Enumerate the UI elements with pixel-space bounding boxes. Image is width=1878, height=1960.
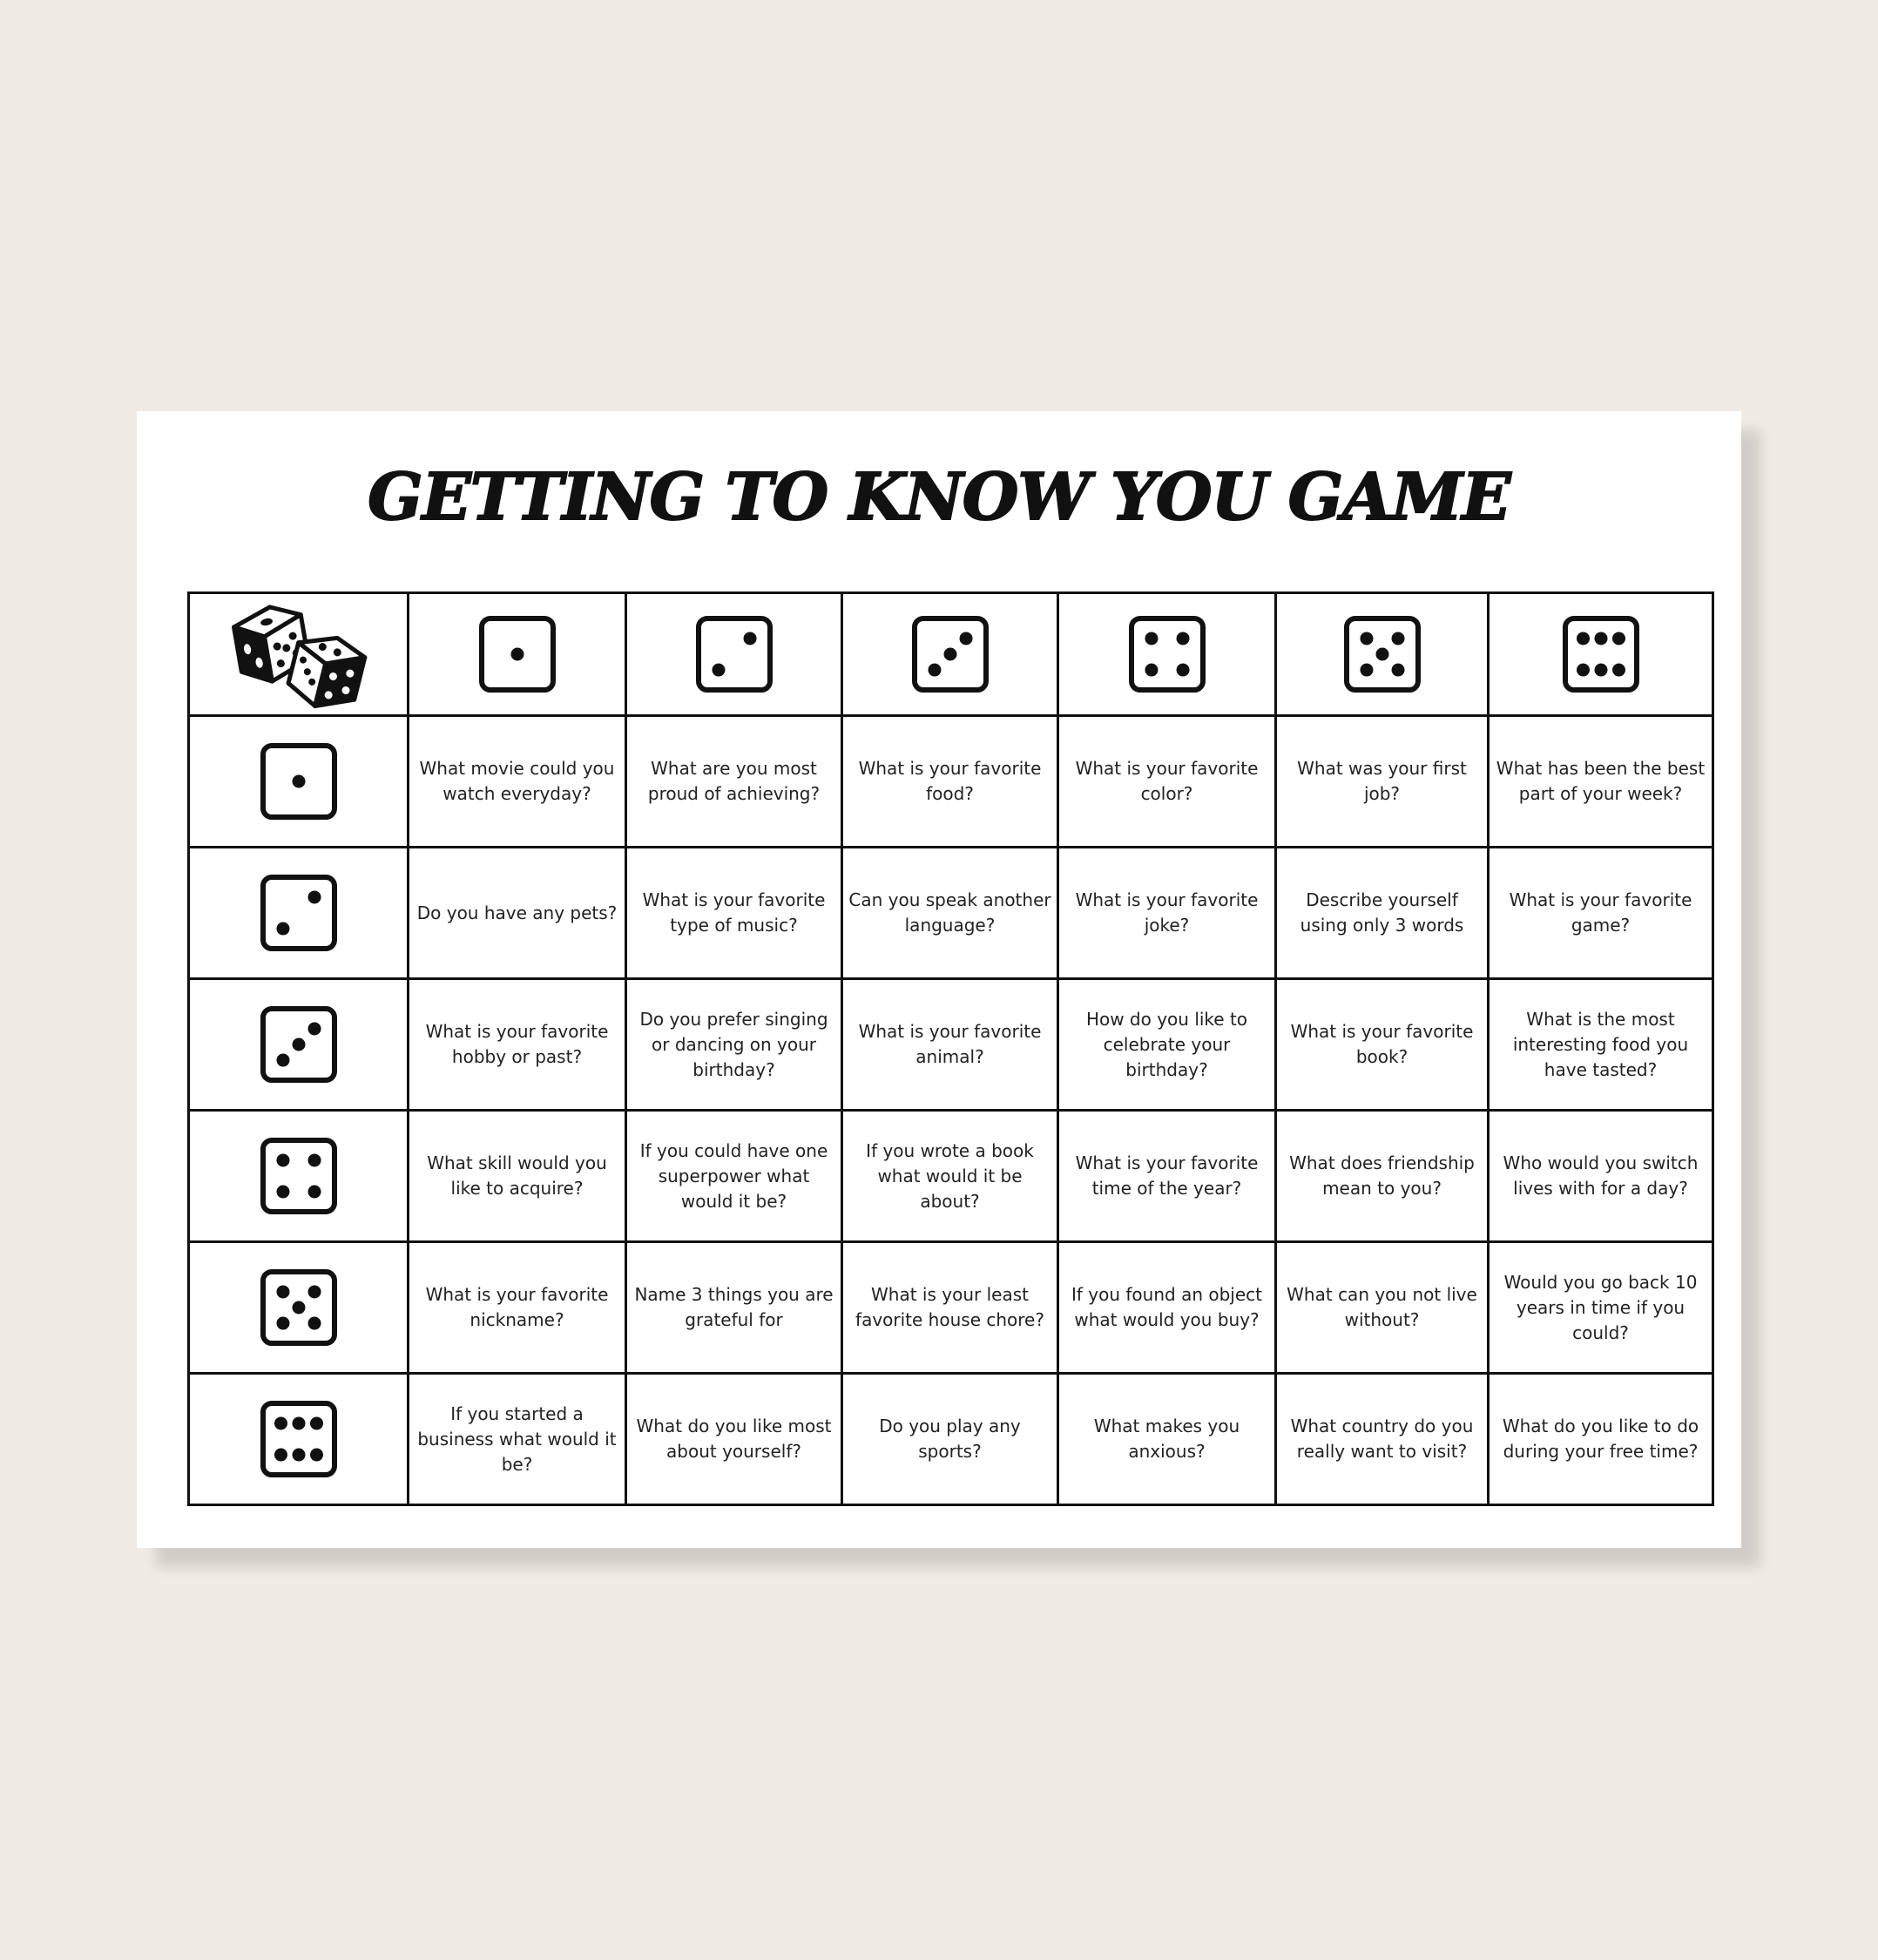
question-cell: Who would you switch lives with for a day?: [1489, 1111, 1713, 1242]
die-face-outline: [263, 877, 334, 949]
die-pip: [712, 664, 725, 677]
table-row: [189, 716, 1713, 848]
die-pip: [943, 648, 956, 661]
question-cell: What is your favorite joke?: [1058, 848, 1276, 979]
die-face-outline: [1132, 618, 1203, 690]
question-cell: Describe yourself using only 3 words: [1276, 848, 1489, 979]
question-cell: What can you not live without?: [1276, 1242, 1489, 1374]
question-cell: Name 3 things you are grateful for: [626, 1242, 842, 1374]
question-cell: How do you like to celebrate your birthday?: [1058, 979, 1276, 1111]
die-pip: [276, 1186, 289, 1199]
question-cell: What movie could you watch everyday?: [409, 716, 626, 848]
die-pip: [307, 1153, 321, 1166]
question-cell: What has been the best part of your week?: [1489, 716, 1713, 848]
column-header-one: [409, 593, 626, 716]
table-row: [189, 979, 1713, 1111]
row-header-five: [189, 1242, 409, 1374]
die-face-two-icon: [695, 615, 773, 693]
die-pip: [1577, 664, 1590, 677]
die-pip: [510, 648, 524, 661]
row-header-two: [189, 848, 409, 979]
dice-pair-icon: [225, 596, 373, 713]
question-cell: If you wrote a book what would it be about?: [842, 1111, 1058, 1242]
question-cell: What is the most interesting food you have tasted?: [1489, 979, 1713, 1111]
question-cell: Can you speak another language?: [842, 848, 1058, 979]
die-face-three-icon: [911, 615, 990, 693]
die-pip: [274, 1416, 287, 1429]
die-pip: [743, 632, 756, 645]
question-cell: What is your favorite color?: [1058, 716, 1276, 848]
column-header-three: [842, 593, 1058, 716]
question-cell: What does friendship mean to you?: [1276, 1111, 1489, 1242]
table-row: [189, 1242, 1713, 1374]
die-pip: [307, 890, 321, 903]
question-cell: What are you most proud of achieving?: [626, 716, 842, 848]
question-cell: What country do you really want to visit?: [1276, 1374, 1489, 1505]
row-header-four: [189, 1111, 409, 1242]
die-pip: [959, 632, 972, 645]
die-face-outline: [1565, 618, 1637, 690]
die-pip: [1375, 648, 1388, 661]
die-pip: [292, 1038, 305, 1051]
game-sheet: [137, 411, 1741, 1548]
question-cell: If you started a business what would it be?: [409, 1374, 626, 1505]
question-cell: What do you like most about yourself?: [626, 1374, 842, 1505]
question-cell: What is your favorite book?: [1276, 979, 1489, 1111]
die-pip: [307, 1285, 321, 1298]
die-pip: [292, 1449, 305, 1462]
page-title: GETTING TO KNOW YOU GAME: [368, 460, 1510, 535]
question-cell: What is your favorite hobby or past?: [409, 979, 626, 1111]
table-row: [189, 1374, 1713, 1505]
question-cell: What is your favorite food?: [842, 716, 1058, 848]
die-pip: [292, 1416, 305, 1429]
die-face-five-icon: [1343, 615, 1422, 693]
die-pip: [276, 923, 289, 936]
die-pip: [292, 1301, 305, 1315]
question-cell: What was your first job?: [1276, 716, 1489, 848]
question-cell: What skill would you like to acquire?: [409, 1111, 626, 1242]
die-pip: [1612, 632, 1625, 645]
die-face-one-icon: [260, 742, 338, 821]
die-pip: [1391, 664, 1404, 677]
row-header-three: [189, 979, 409, 1111]
question-cell: Do you prefer singing or dancing on your birthday?: [626, 979, 842, 1111]
die-pip: [1360, 632, 1373, 645]
die-pip: [1176, 632, 1189, 645]
die-pip: [1360, 664, 1373, 677]
question-cell: If you could have one superpower what would it be?: [626, 1111, 842, 1242]
die-pip: [310, 1416, 323, 1429]
die-face-outline: [263, 1140, 334, 1212]
column-header-four: [1058, 593, 1276, 716]
corner-cell: [189, 593, 409, 716]
die-pip: [276, 1285, 289, 1298]
die-pip: [1612, 664, 1625, 677]
question-cell: What is your favorite nickname?: [409, 1242, 626, 1374]
die-pip: [292, 775, 305, 788]
die-pip: [307, 1186, 321, 1199]
die-face-three-icon: [260, 1005, 338, 1084]
die-pip: [1145, 664, 1158, 677]
die-pip: [1594, 632, 1607, 645]
question-cell: What is your favorite animal?: [842, 979, 1058, 1111]
column-header-five: [1276, 593, 1489, 716]
die-face-four-icon: [260, 1137, 338, 1215]
die-pip: [310, 1449, 323, 1462]
die-face-one-icon: [478, 615, 557, 693]
die-face-two-icon: [260, 874, 338, 952]
question-cell: Do you play any sports?: [842, 1374, 1058, 1505]
die-face-six-icon: [260, 1400, 338, 1478]
die-pip: [1577, 632, 1590, 645]
die-pip: [307, 1022, 321, 1035]
question-cell: If you found an object what would you buy?: [1058, 1242, 1276, 1374]
die-face-five-icon: [260, 1268, 338, 1347]
question-cell: What is your least favorite house chore?: [842, 1242, 1058, 1374]
die-pip: [1176, 664, 1189, 677]
question-cell: What makes you anxious?: [1058, 1374, 1276, 1505]
column-header-two: [626, 593, 842, 716]
die-pip: [276, 1054, 289, 1067]
question-cell: Do you have any pets?: [409, 848, 626, 979]
die-pip: [276, 1317, 289, 1330]
question-cell: What is your favorite type of music?: [626, 848, 842, 979]
question-cell: What do you like to do during your free time?: [1489, 1374, 1713, 1505]
table-row: [189, 1111, 1713, 1242]
row-header-six: [189, 1374, 409, 1505]
die-pip: [1145, 632, 1158, 645]
die-face-outline: [263, 1403, 334, 1475]
column-header-six: [1489, 593, 1713, 716]
question-cell: Would you go back 10 years in time if you could?: [1489, 1242, 1713, 1374]
die-pip: [307, 1317, 321, 1330]
die-face-four-icon: [1128, 615, 1206, 693]
die-pip: [928, 664, 941, 677]
die-pip: [1391, 632, 1404, 645]
header-row: [189, 593, 1713, 716]
table-row: [189, 848, 1713, 979]
die-face-six-icon: [1562, 615, 1640, 693]
die-pip: [274, 1449, 287, 1462]
question-cell: What is your favorite time of the year?: [1058, 1111, 1276, 1242]
question-grid: [187, 591, 1714, 1506]
die-face-outline: [699, 618, 770, 690]
row-header-one: [189, 716, 409, 848]
die-pip: [276, 1153, 289, 1166]
die-pip: [1594, 664, 1607, 677]
question-cell: What is your favorite game?: [1489, 848, 1713, 979]
